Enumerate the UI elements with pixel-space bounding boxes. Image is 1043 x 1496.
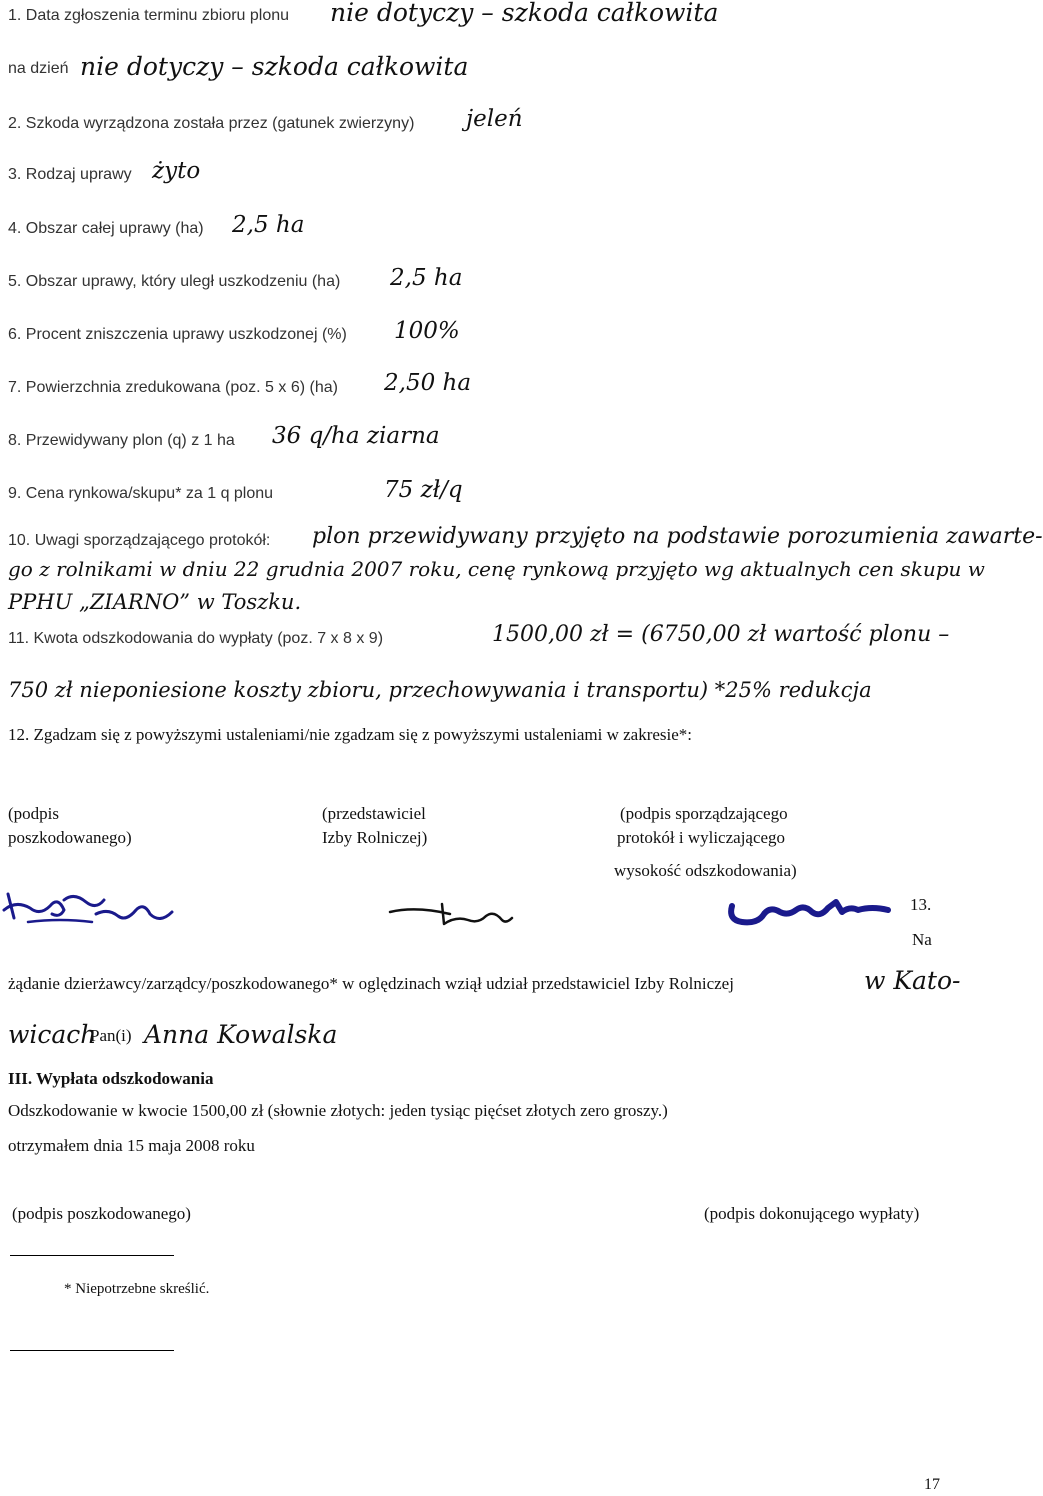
item-13-text: żądanie dzierżawcy/zarządcy/poszkodowanego* w oględzinach wziął udział przedstawiciel Izby Rolniczej	[8, 974, 734, 993]
section-3-received: otrzymałem dnia 15 maja 2008 roku	[8, 1136, 255, 1155]
footnote-separator-2	[10, 1350, 174, 1351]
item-7-label: 7. Powierzchnia zredukowana (poz. 5 x 6) (ha)	[8, 379, 338, 396]
footnote-separator	[10, 1255, 174, 1256]
item-8-label: 8. Przewidywany plon (q) z 1 ha	[8, 432, 235, 449]
item-3-label: 3. Rodzaj uprawy	[8, 166, 132, 183]
item-7-value: 2,50 ha	[384, 370, 472, 396]
item-4-value: 2,5 ha	[232, 212, 305, 238]
item-4-label: 4. Obszar całej uprawy (ha)	[8, 220, 204, 237]
signature-injured-party	[0, 888, 200, 938]
compensation-label: 11. Kwota odszkodowania do wypłaty (poz. 7 x 8 x 9)	[8, 630, 384, 647]
section-3-amount: Odszkodowanie w kwocie 1500,00 zł (słownie złotych: jeden tysiąc pięćset złotych zero groszy.)	[8, 1101, 668, 1120]
compensation-line-1: 1500,00 zł = (6750,00 zł wartość plonu –	[492, 622, 950, 647]
item-13-place-b: wicach	[8, 1020, 97, 1049]
item-13-person: Anna Kowalska	[144, 1020, 338, 1049]
item-13-pan: Pan(i)	[90, 1026, 132, 1045]
item-5-value: 2,5 ha	[390, 265, 463, 291]
item-6-value: 100%	[394, 318, 460, 344]
remarks-line-3: PPHU „ZIARNO” w Toszku.	[8, 590, 302, 614]
sig-col1-line1: (podpis	[8, 804, 59, 823]
sig-col2-line1: (przedstawiciel	[322, 804, 426, 823]
sig-col1-line2: poszkodowanego)	[8, 828, 132, 847]
sig-col3-line2: protokół i wyliczającego	[617, 828, 786, 847]
remarks-line-1: plon przewidywany przyjęto na podstawie porozumienia zawarte-	[312, 524, 1043, 549]
signature-protocol-author	[724, 894, 894, 934]
item-13-place-a: w Kato-	[864, 966, 961, 995]
page-number: 17	[924, 1476, 940, 1493]
section-3-heading: III. Wypłata odszkodowania	[8, 1069, 214, 1088]
remarks-label: 10. Uwagi sporządzającego protokół:	[8, 532, 271, 549]
item-1-value: nie dotyczy – szkoda całkowita	[330, 0, 719, 27]
footnote-text: * Niepotrzebne skreślić.	[64, 1281, 210, 1297]
agreement-text: 12. Zgadzam się z powyższymi ustaleniami/nie zgadzam się z powyższymi ustaleniami w zakresie*:	[8, 725, 693, 744]
sig-col3-line3: wysokość odszkodowania)	[614, 861, 797, 880]
item-13-number: 13.	[910, 895, 932, 914]
item-9-value: 75 zł/q	[384, 477, 463, 503]
item-5-label: 5. Obszar uprawy, który uległ uszkodzeniu (ha)	[8, 273, 341, 290]
sig-col2-line2: Izby Rolniczej)	[322, 828, 428, 847]
item-3-value: żyto	[152, 158, 201, 184]
compensation-line-2: 750 zł nieponiesione koszty zbioru, przechowywania i transportu) *25% redukcja	[8, 678, 872, 702]
remarks-line-2: go z rolnikami w dniu 22 grudnia 2007 roku, cenę rynkową przyjęto wg aktualnych cen skupu w	[8, 557, 985, 581]
sig-col3-line1: (podpis sporządzającego	[620, 804, 788, 823]
section-3-sig-left: (podpis poszkodowanego)	[12, 1204, 191, 1223]
item-9-label: 9. Cena rynkowa/skupu* za 1 q plonu	[8, 485, 274, 502]
item-1b-value: nie dotyczy – szkoda całkowita	[80, 52, 469, 81]
item-6-label: 6. Procent zniszczenia uprawy uszkodzonej (%)	[8, 326, 347, 343]
item-1b-label: na dzień	[8, 60, 69, 77]
item-8-value: 36 q/ha ziarna	[272, 423, 440, 449]
item-2-label: 2. Szkoda wyrządzona została przez (gatunek zwierzyny)	[8, 115, 415, 132]
section-3-sig-right: (podpis dokonującego wypłaty)	[704, 1204, 920, 1223]
item-1-label: 1. Data zgłoszenia terminu zbioru plonu	[8, 7, 290, 24]
item-13-na: Na	[912, 930, 932, 949]
item-2-value: jeleń	[466, 106, 523, 132]
signature-chamber-representative	[386, 894, 516, 934]
